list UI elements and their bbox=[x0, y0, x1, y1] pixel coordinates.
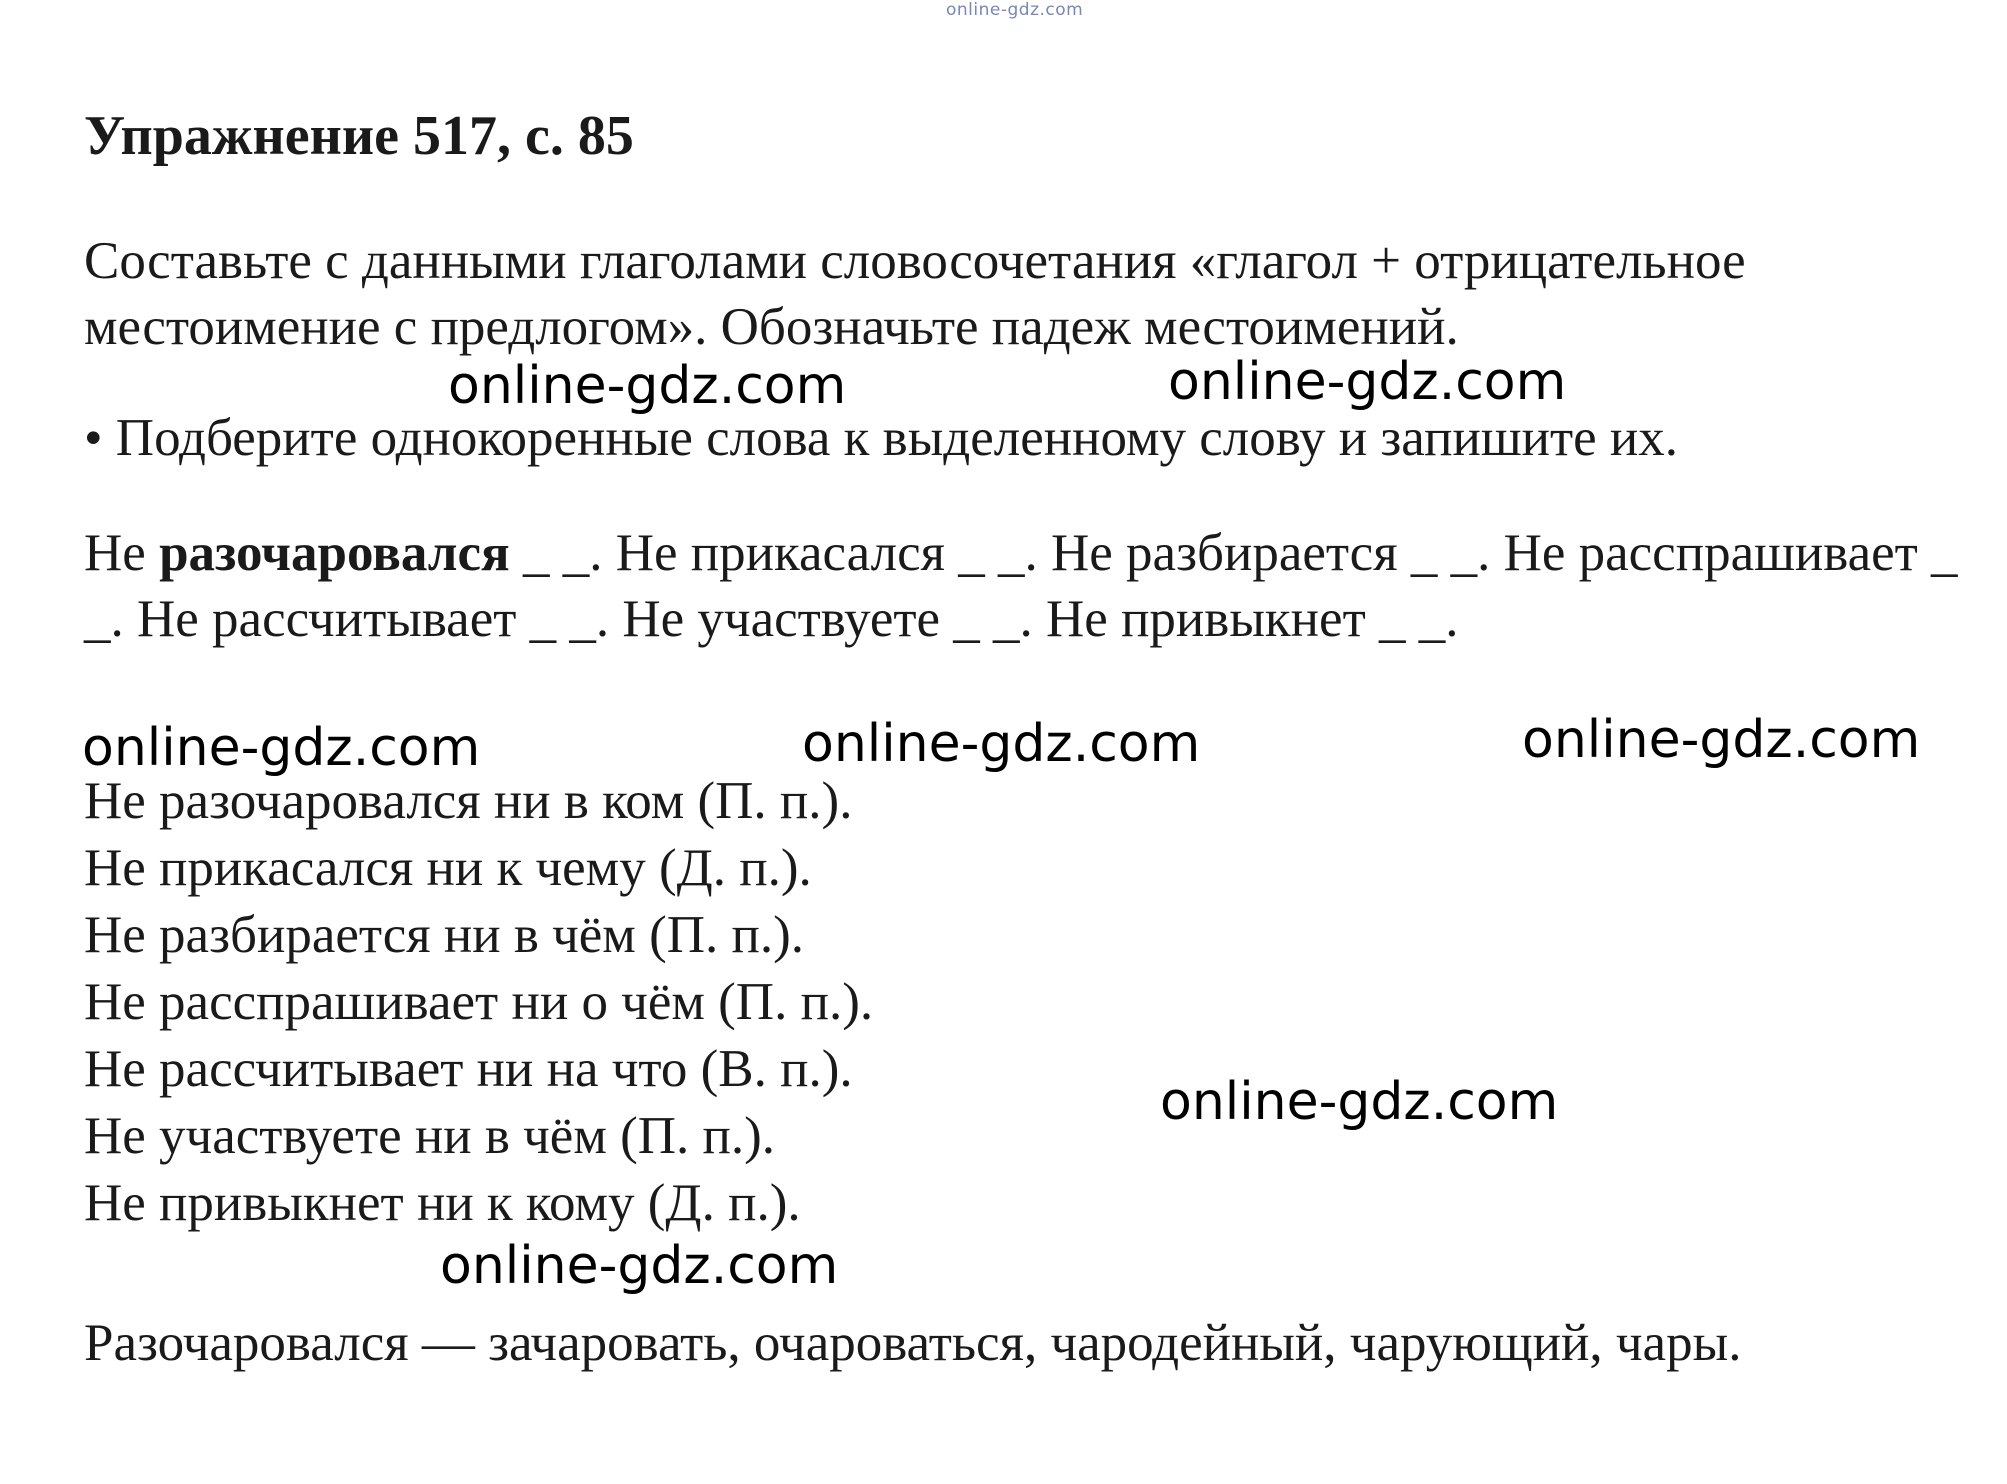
task-line-2: местоимение с предлогом». Обозначьте падеж местоимений. bbox=[84, 298, 1459, 356]
highlighted-word: разочаровался bbox=[159, 524, 510, 582]
watermark: online-gdz.com bbox=[448, 356, 847, 416]
subtask-text: • Подберите однокоренные слова к выделенному слову и запишите их. bbox=[84, 409, 1679, 467]
watermark: online-gdz.com bbox=[802, 714, 1201, 774]
answer-line: Не разбирается ни в чём (П. п.). bbox=[84, 906, 805, 964]
exercise-lead: Не bbox=[84, 524, 146, 582]
answer-line: Не прикасался ни к чему (Д. п.). bbox=[84, 839, 812, 897]
task-text bbox=[84, 228, 1984, 360]
exercise-text bbox=[84, 520, 1994, 652]
answer-list bbox=[84, 768, 873, 1237]
site-mark: online-gdz.com bbox=[946, 0, 1084, 20]
watermark: online-gdz.com bbox=[1160, 1072, 1559, 1132]
task-line-1: Составьте с данными глаголами словосочетания «глагол + отрицательное bbox=[84, 232, 1746, 290]
answer-line: Не участвуете ни в чём (П. п.). bbox=[84, 1107, 776, 1165]
exercise-rest: _ _. Не прикасался _ _. Не разбирается _ _. Не расспрашивает _ _. Не рассчитывает _ _. Не участвуете _ _. Не привыкнет _ _. bbox=[84, 524, 1958, 648]
answer-line: Не привыкнет ни к кому (Д. п.). bbox=[84, 1174, 801, 1232]
watermark: online-gdz.com bbox=[440, 1236, 839, 1296]
watermark: online-gdz.com bbox=[1168, 352, 1567, 412]
exercise-title: Упражнение 517, с. 85 bbox=[84, 105, 634, 167]
answer-line: Не разочаровался ни в ком (П. п.). bbox=[84, 772, 853, 830]
watermark: online-gdz.com bbox=[82, 718, 481, 778]
cognates-text: Разочаровался — зачаровать, очароваться, чародейный, чарующий, чары. bbox=[84, 1314, 1742, 1372]
answer-line: Не рассчитывает ни на что (В. п.). bbox=[84, 1040, 853, 1098]
answer-line: Не расспрашивает ни о чём (П. п.). bbox=[84, 973, 874, 1031]
watermark: online-gdz.com bbox=[1522, 710, 1921, 770]
